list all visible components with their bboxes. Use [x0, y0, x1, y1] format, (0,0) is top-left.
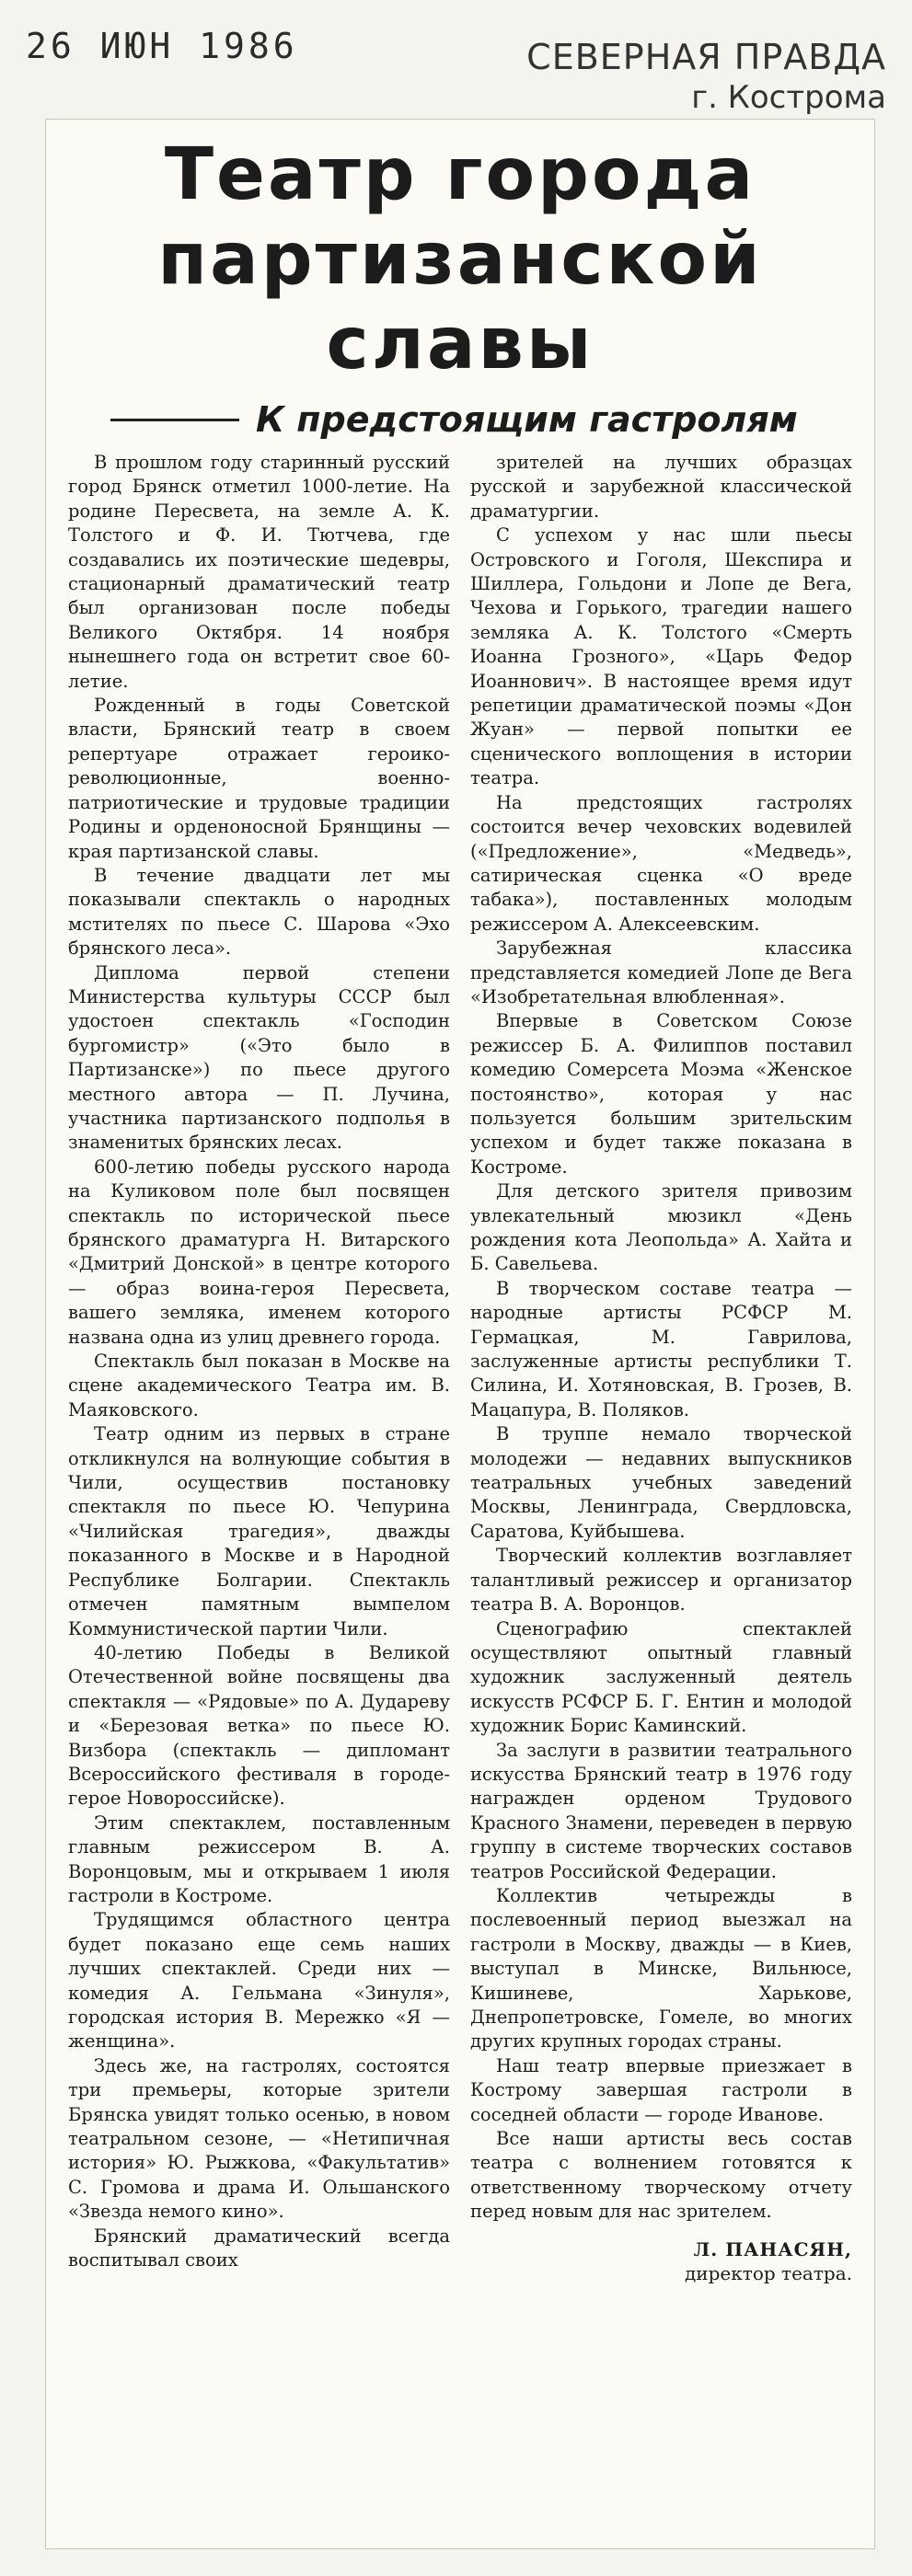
paragraph: В прошлом году старинный русский город Брянск отметил 1000-летие. На родине Пересвета, на земле А. К. Толстого и Ф. И. Тютчева, где создавались их поэтические шедевры, стационарный драматический театр был организован после победы Великого Октября. 14 ноября нынешнего года он встретит свое 60-летие. — [68, 452, 450, 692]
paragraph: Сценографию спектаклей осуществляют опытный главный художник заслуженный деятель искусств РСФСР Б. Г. Ентин и молодой художник Борис Каминский. — [470, 1617, 852, 1737]
title-line-2: партизанской славы — [157, 218, 763, 385]
author-title: директор театра. — [684, 2261, 852, 2284]
paragraph: В творческом составе театра — народные артисты РСФСР М. Гермацкая, М. Гаврилова, заслуженные артисты республики Т. Силина, И. Хотяновская, В. Грозев, В. Мацапура, В. Поляков. — [470, 1277, 852, 1420]
column-right — [470, 451, 852, 2285]
paragraph: Театр одним из первых в стране откликнулся на волнующие события в Чили, осуществив постановку спектакля по пьесе Ю. Чепурина «Чилийская трагедия», дважды показанного в Москве и в Народной Республике Болгарии. Спектакль отмечен памятным вымпелом Коммунистической партии Чили. — [68, 1423, 450, 1639]
paragraph: Зарубежная классика представляется комедией Лопе де Вега «Изобретательная влюбленная». — [470, 937, 852, 1007]
newspaper-stamp — [526, 37, 886, 116]
paragraph: Брянский драматический всегда воспитывал своих — [68, 2225, 450, 2271]
author-signature — [470, 2237, 852, 2285]
paragraph: Трудящимся областного центра будет показано еще семь наших лучших спектаклей. Среди них — комедия А. Гельмана «Зинуля», городская история В. Мережко «Я — женщина». — [68, 1909, 450, 2053]
paragraph: Спектакль был показан в Москве на сцене академического Театра им. В. Маяковского. — [68, 1351, 450, 1420]
paragraph: За заслуги в развитии театрального искусства Брянский театр в 1976 году награжден орденом Трудового Красного Знамени, переведен в первую группу в системе творческих составов театров Российской Федерации. — [470, 1739, 852, 1882]
paragraph: Впервые в Советском Союзе режиссер Б. А. Филиппов поставил комедию Сомерсета Моэма «Женское постоянство», которая у нас пользуется большим зрительским успехом и будет также показана в Костроме. — [470, 1010, 852, 1178]
newspaper-city: г. Кострома — [691, 79, 886, 116]
subtitle-rule — [110, 419, 239, 421]
paragraph: зрителей на лучших образцах русской и зарубежной классической драматургии. — [470, 452, 852, 522]
paragraph: Творческий коллектив возглавляет талантливый режиссер и организатор театра В. А. Воронцов. — [470, 1545, 852, 1616]
date-stamp: 26 ИЮН 1986 — [26, 26, 298, 66]
paragraph: Все наши артисты весь состав театра с волнением готовятся к ответственному творческому отчету перед новым для нас зрителем. — [470, 2128, 852, 2223]
paragraph: В труппе немало творческой молодежи — недавних выпускников театральных учебных заведений Москвы, Ленинграда, Свердловска, Саратова, Куйбышева. — [470, 1423, 852, 1542]
article-clipping — [46, 120, 874, 2548]
article-title — [46, 132, 874, 386]
paragraph: 600-летию победы русского народа на Куликовом поле был посвящен спектакль по исторической пьесе брянского драматурга Н. Витарского «Дмитрий Донской» в центре которого — образ воина-героя Пересвета, вашего земляка, именем которого названа одна из улиц древнего города. — [68, 1156, 450, 1348]
article-body — [68, 451, 852, 2285]
paragraph: С успехом у нас шли пьесы Островского и Гоголя, Шекспира и Шиллера, Гольдони и Лопе де Вега, Чехова и Горького, трагедии нашего земляка А. К. Толстого «Смерть Иоанна Грозного», «Царь Федор Иоаннович». В настоящее время идут репетиции драматической поэмы «Дон Жуан» — первой попытки ее сценического воплощения в истории театра. — [470, 524, 852, 789]
newspaper-name: СЕВЕРНАЯ ПРАВДА — [526, 37, 886, 77]
paragraph: На предстоящих гастролях состоится вечер чеховских водевилей («Предложение», «Медведь», сатирическая сценка «О вреде табака»), поставленных молодым режиссером А. Алексеевским. — [470, 791, 852, 935]
paragraph: Рожденный в годы Советской власти, Брянский театр в своем репертуаре отражает героико-революционные, военно-патриотические и трудовые традиции Родины и орденоносной Брянщины — края партизанской славы. — [68, 695, 450, 862]
paragraph: В течение двадцати лет мы показывали спектакль о народных мстителях по пьесе С. Шарова «Эхо брянского леса». — [68, 864, 450, 960]
paragraph: Наш театр впервые приезжает в Кострому завершая гастроли в соседней области — городе Иванове. — [470, 2054, 852, 2125]
paragraph: Здесь же, на гастролях, состоятся три премьеры, которые зрители Брянска увидят только осенью, в новом театральном сезоне, — «Нетипичная история» Ю. Рыжкова, «Факультатив» С. Громова и драма И. Ольшанского «Звезда немого кино». — [68, 2054, 450, 2223]
column-left — [68, 451, 450, 2285]
paragraph: 40-летию Победы в Великой Отечественной войне посвящены два спектакля — «Рядовые» по А. Дудареву и «Березовая ветка» по пьесе Ю. Визбора (спектакль — дипломант Всероссийского фестиваля в городе-герое Новороссийске). — [68, 1641, 450, 1810]
paragraph: Коллектив четырежды в послевоенный период выезжал на гастроли в Москву, дважды — в Киев, выступал в Минске, Вильнюсе, Кишиневе, Харькове, Днепропетровске, Гомеле, во многих других крупных городах страны. — [470, 1884, 852, 2053]
title-line-1: Театр города — [164, 133, 756, 216]
paragraph: Диплома первой степени Министерства культуры СССР был удостоен спектакль «Господин бургомистр» («Это было в Партизанске») по пьесе другого местного автора — П. Лучина, участника партизанского подполья в знаменитых брянских лесах. — [68, 961, 450, 1154]
author-name: Л. ПАНАСЯН, — [693, 2237, 852, 2260]
subtitle-text: К предстоящим гастролям — [256, 399, 798, 440]
paragraph: Для детского зрителя привозим увлекательный мюзикл «День рождения кота Леопольда» А. Хайта и Б. Савельева. — [470, 1180, 852, 1275]
article-subtitle — [110, 399, 856, 440]
paragraph: Этим спектаклем, поставленным главным режиссером В. А. Воронцовым, мы и открываем 1 июля гастроли в Костроме. — [68, 1811, 450, 1906]
